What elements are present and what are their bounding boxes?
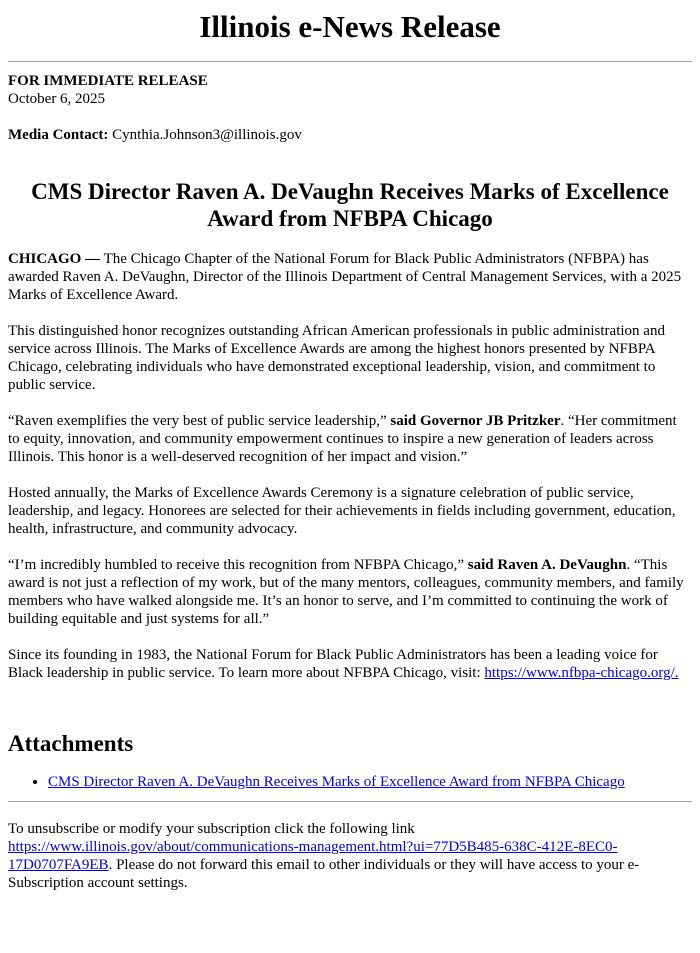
attachment-link[interactable]: CMS Director Raven A. DeVaughn Receives Marks of Excellence Award from NFBPA Chicago — [48, 774, 625, 790]
paragraph-1 — [8, 250, 692, 304]
paragraph-5 — [8, 556, 692, 628]
quote-text: “I’m incredibly humbled to receive this recognition from NFBPA Chicago,” — [8, 557, 468, 573]
footer — [8, 820, 692, 892]
page-title: Illinois e-News Release — [199, 9, 501, 44]
quote-attribution: said Governor JB Pritzker — [390, 413, 561, 429]
attachment-item — [48, 773, 692, 791]
paragraph-6 — [8, 646, 692, 682]
release-label: FOR IMMEDIATE RELEASE — [8, 73, 208, 89]
attachments-list — [8, 773, 692, 791]
unsubscribe-link[interactable]: https://www.illinois.gov/about/communications-management.html?ui=77D5B485-638C-412E-8EC0-17D0707FA9EB — [8, 839, 618, 873]
dateline: CHICAGO — — [8, 251, 101, 267]
paragraph-3 — [8, 412, 692, 466]
headline: CMS Director Raven A. DeVaughn Receives Marks of Excellence Award from NFBPA Chicago — [31, 179, 669, 231]
paragraph-2: This distinguished honor recognizes outstanding African American professionals in public administration and service across Illinois. The Marks of Excellence Awards are among the highest honors presented by NFBPA Chicago, celebrating individuals who have demonstrated exceptional leadership, vision, and commitment to public service. — [8, 323, 665, 393]
media-contact-label: Media Contact: — [8, 127, 109, 143]
attachments-heading: Attachments — [8, 731, 134, 756]
divider — [8, 801, 692, 802]
quote-text: “Raven exemplifies the very best of public service leadership,” — [8, 413, 391, 429]
media-contact: Cynthia.Johnson3@illinois.gov — [112, 127, 302, 143]
paragraph-4: Hosted annually, the Marks of Excellence Awards Ceremony is a signature celebration of public service, leadership, and legacy. Honorees are selected for their achievements in fields including government, education, health, infrastructure, and community advocacy. — [8, 485, 676, 537]
paragraph-1-text: The Chicago Chapter of the National Forum for Black Public Administrators (NFBPA) has awarded Raven A. DeVaughn, Director of the Illinois Department of Central Management Services, with a 2025 Marks of Excellence Award. — [8, 251, 682, 303]
quote-text: . “Her commitment to equity, innovation, and community empowerment continues to inspire a new generation of leaders across Illinois. This honor is a well-deserved recognition of her impact and vision.” — [8, 413, 677, 465]
divider — [8, 61, 692, 62]
footer-text: To unsubscribe or modify your subscription click the following link — [8, 821, 415, 837]
nfbpa-link[interactable]: https://www.nfbpa-chicago.org/. — [484, 665, 679, 681]
release-date: October 6, 2025 — [8, 91, 106, 107]
paragraph-6-text: Since its founding in 1983, the National Forum for Black Public Administrators has been a leading voice for Black leadership in public service. To learn more about NFBPA Chicago, visit: — [8, 647, 658, 681]
quote-text: . “This award is not just a reflection of my work, but of the many mentors, colleagues, community members, and family members who have walked alongside me. It’s an honor to serve, and I’m committed to continuing the work of building equitable and just systems for all.” — [8, 557, 684, 627]
quote-attribution: said Raven A. DeVaughn — [467, 557, 627, 573]
footer-text: . Please do not forward this email to other individuals or they will have access to your e-Subscription account settings. — [8, 857, 640, 891]
